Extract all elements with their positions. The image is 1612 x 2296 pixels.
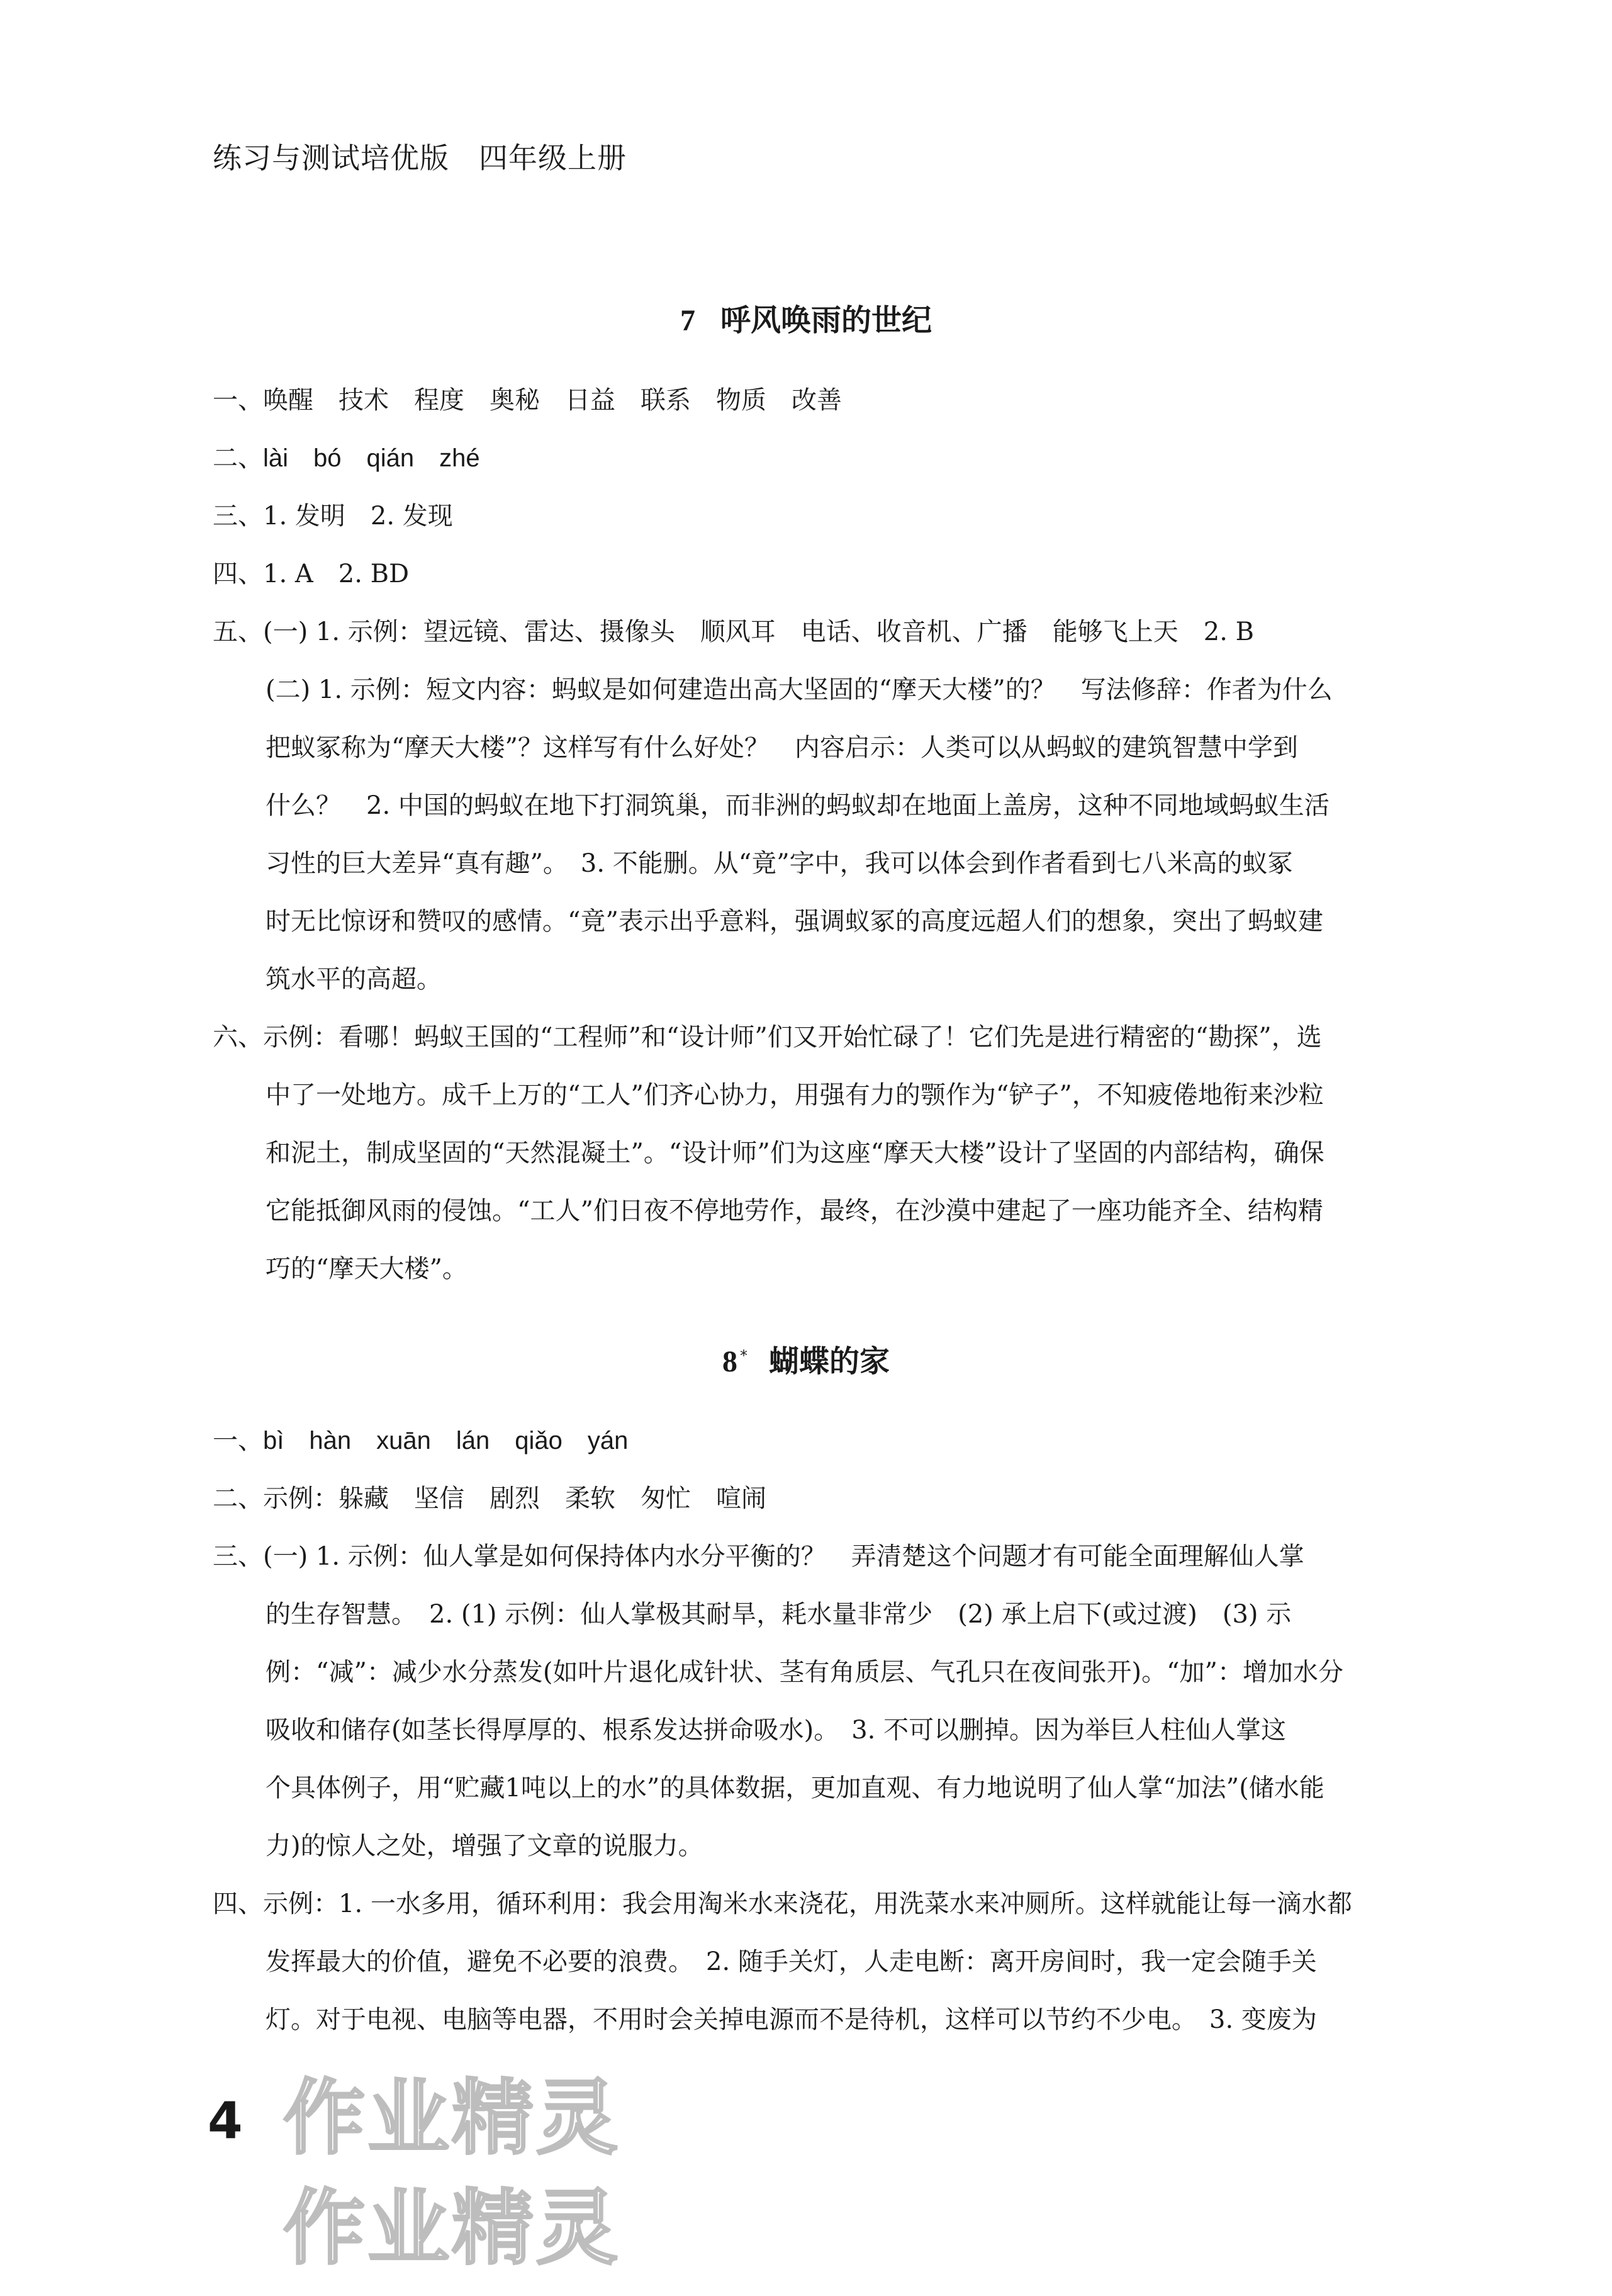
answer-line: 六、示例：看哪！蚂蚁王国的“工程师”和“设计师”们又开始忙碌了！它们先是进行精密的“勘探”，选: [213, 1023, 1322, 1052]
answer-line: 灯。对于电视、电脑等电器，不用时会关掉电源而不是待机，这样可以节约不少电。 3. 变废为: [266, 2005, 1317, 2034]
answer-line: 中了一处地方。成千上万的“工人”们齐心协力，用强有力的颚作为“铲子”，不知疲倦地衔来沙粒: [266, 1081, 1324, 1110]
answer-line: 一、bì hàn xuān lán qiǎo yán: [213, 1427, 629, 1455]
answer-line: 五、(一) 1. 示例：望远镜、雷达、摄像头 顺风耳 电话、收音机、广播 能够飞上天 2. B: [213, 617, 1255, 646]
lesson-title: 蝴蝶的家: [768, 1344, 890, 1379]
answer-line: 例：“减”：减少水分蒸发(如叶片退化成针状、茎有角质层、气孔只在夜间张开)。“加”：增加水分: [266, 1658, 1344, 1687]
answer-line: 它能抵御风雨的侵蚀。“工人”们日夜不停地劳作，最终，在沙漠中建起了一座功能齐全、结构精: [266, 1196, 1323, 1225]
book-header: 练习与测试培优版 四年级上册: [213, 141, 627, 175]
answer-line: 什么？ 2. 中国的蚂蚁在地下打洞筑巢，而非洲的蚂蚁却在地面上盖房，这种不同地域蚂蚁生活: [266, 791, 1329, 820]
answer-line: 二、lài bó qián zhé: [213, 444, 480, 472]
answer-line: 巧的“摩天大楼”。: [266, 1254, 467, 1283]
answer-line: 时无比惊讶和赞叹的感情。“竟”表示出乎意料，强调蚁冢的高度远超人们的想象，突出了蚂蚁建: [266, 907, 1323, 936]
answer-line: 和泥土，制成坚固的“天然混凝土”。“设计师”们为这座“摩天大楼”设计了坚固的内部结构，确保: [266, 1139, 1324, 1168]
answer-line: 的生存智慧。 2. (1) 示例：仙人掌极其耐旱，耗水量非常少 (2) 承上启下(或过渡) (3) 示: [266, 1600, 1292, 1629]
lesson-7-title: [0, 296, 1612, 339]
lesson-title: 呼风唤雨的世纪: [720, 303, 932, 338]
answer-line: 发挥最大的价值，避免不必要的浪费。 2. 随手关灯，人走电断：离开房间时，我一定会随手关: [266, 1947, 1317, 1976]
answer-line: 习性的巨大差异“真有趣”。 3. 不能删。从“竟”字中，我可以体会到作者看到七八米高的蚁冢: [266, 849, 1293, 878]
answer-line: 四、示例：1. 一水多用，循环利用：我会用淘米水来浇花，用洗菜水来冲厕所。这样就能让每一滴水都: [213, 1889, 1352, 1918]
optional-lesson-mark: *: [739, 1347, 747, 1365]
answer-line: 吸收和储存(如茎长得厚厚的、根系发达拼命吸水)。 3. 不可以删掉。因为举巨人柱仙人掌这: [266, 1716, 1287, 1745]
answer-line: 筑水平的高超。: [266, 965, 442, 994]
answer-line: (二) 1. 示例：短文内容：蚂蚁是如何建造出高大坚固的“摩天大楼”的？ 写法修辞：作者为什么: [266, 675, 1333, 704]
lesson-number: 8: [722, 1345, 737, 1378]
answer-line: 三、(一) 1. 示例：仙人掌是如何保持体内水分平衡的？ 弄清楚这个问题才有可能全面理解仙人掌: [213, 1542, 1304, 1571]
answer-line: 个具体例子，用“贮藏1吨以上的水”的具体数据，更加直观、有力地说明了仙人掌“加法”(储水能: [266, 1774, 1324, 1803]
lesson-8-title: [0, 1337, 1612, 1380]
page-number: 4: [208, 2091, 243, 2150]
answer-line: 力)的惊人之处，增强了文章的说服力。: [266, 1832, 703, 1860]
lesson-number: 7: [680, 304, 695, 337]
answer-line: 二、示例：躲藏 坚信 剧烈 柔软 匆忙 喧闹: [213, 1484, 766, 1513]
watermark: 作业精灵: [283, 2180, 621, 2276]
watermark: 作业精灵: [283, 2070, 621, 2166]
answer-line: 把蚁冢称为“摩天大楼”？这样写有什么好处？ 内容启示：人类可以从蚂蚁的建筑智慧中学到: [266, 733, 1298, 762]
answer-line: 一、唤醒 技术 程度 奥秘 日益 联系 物质 改善: [213, 386, 842, 415]
answer-line: 三、1. 发明 2. 发现: [213, 502, 453, 531]
answer-line: 四、1. A 2. BD: [213, 560, 410, 588]
